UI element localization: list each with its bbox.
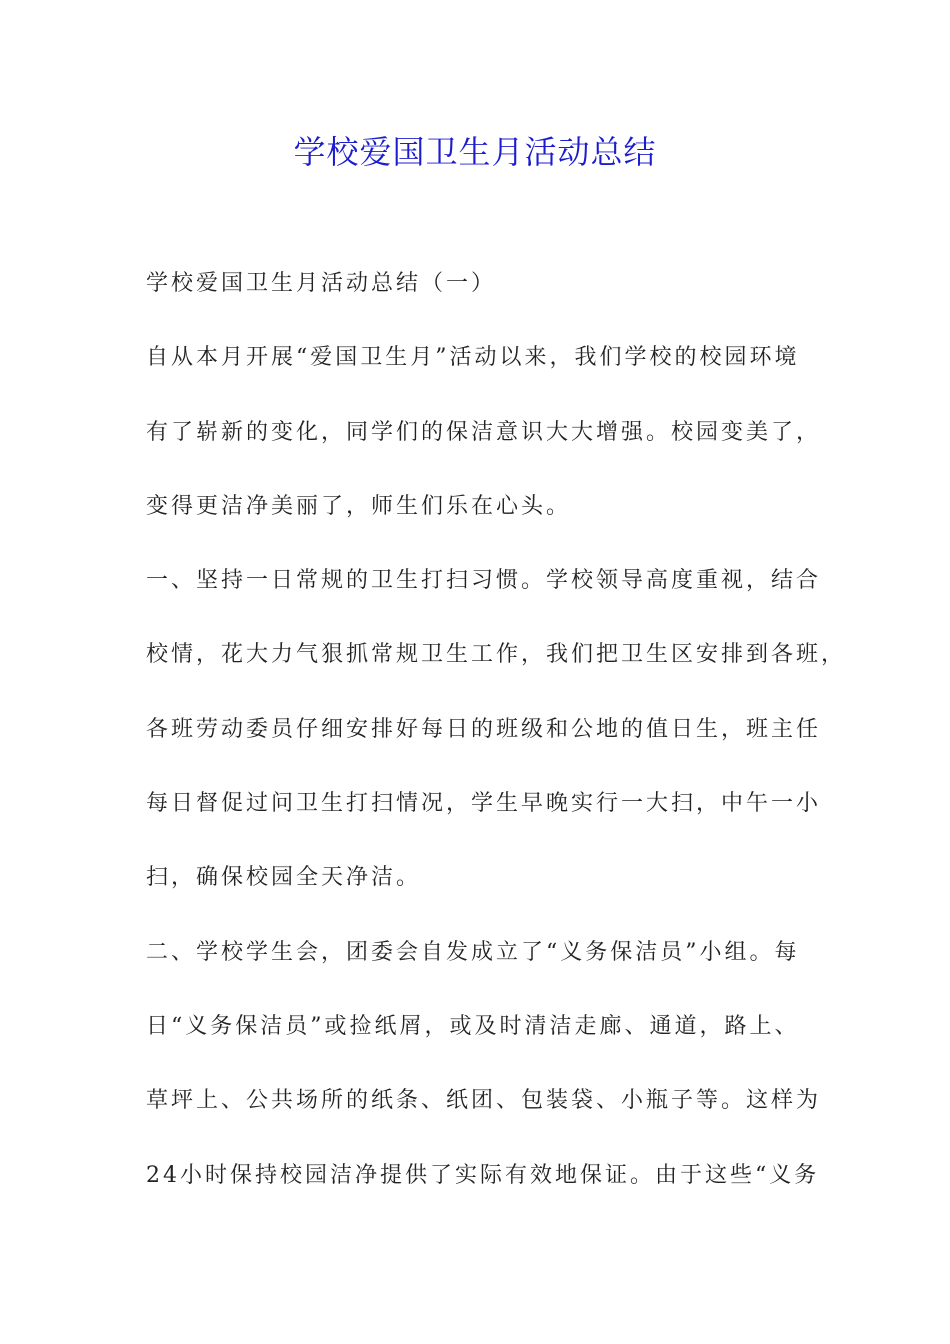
document-title: 学校爱国卫生月活动总结 — [293, 133, 657, 171]
paragraph-line: 日“义务保洁员”或捡纸屑，或及时清洁走廊、通道，路上、 — [146, 1013, 800, 1039]
paragraph-line: 校情，花大力气狠抓常规卫生工作，我们把卫生区安排到各班， — [146, 642, 847, 668]
paragraph-line: 24小时保持校园洁净提供了实际有效地保证。由于这些“义务 — [146, 1162, 820, 1188]
paragraph-line: 一、坚持一日常规的卫生打扫习惯。学校领导高度重视，结合 — [146, 568, 822, 594]
paragraph-line: 每日督促过问卫生打扫情况，学生早晚实行一大扫，中午一小 — [146, 791, 822, 817]
paragraph-line: 各班劳动委员仔细安排好每日的班级和公地的值日生，班主任 — [146, 716, 822, 742]
paragraph-line: 有了崭新的变化，同学们的保洁意识大大增强。校园变美了， — [146, 419, 822, 445]
paragraph-line: 二、学校学生会，团委会自发成立了“义务保洁员”小组。每 — [146, 939, 800, 965]
document-body — [146, 262, 847, 1228]
paragraph-line: 草坪上、公共场所的纸条、纸团、包装袋、小瓶子等。这样为 — [146, 1088, 822, 1114]
paragraph-line: 自从本月开展“爱国卫生月”活动以来，我们学校的校园环境 — [146, 345, 800, 371]
section-heading: 学校爱国卫生月活动总结（一） — [146, 271, 497, 296]
paragraph-line: 扫，确保校园全天净洁。 — [146, 865, 422, 891]
paragraph-line: 变得更洁净美丽了，师生们乐在心头。 — [146, 493, 572, 519]
